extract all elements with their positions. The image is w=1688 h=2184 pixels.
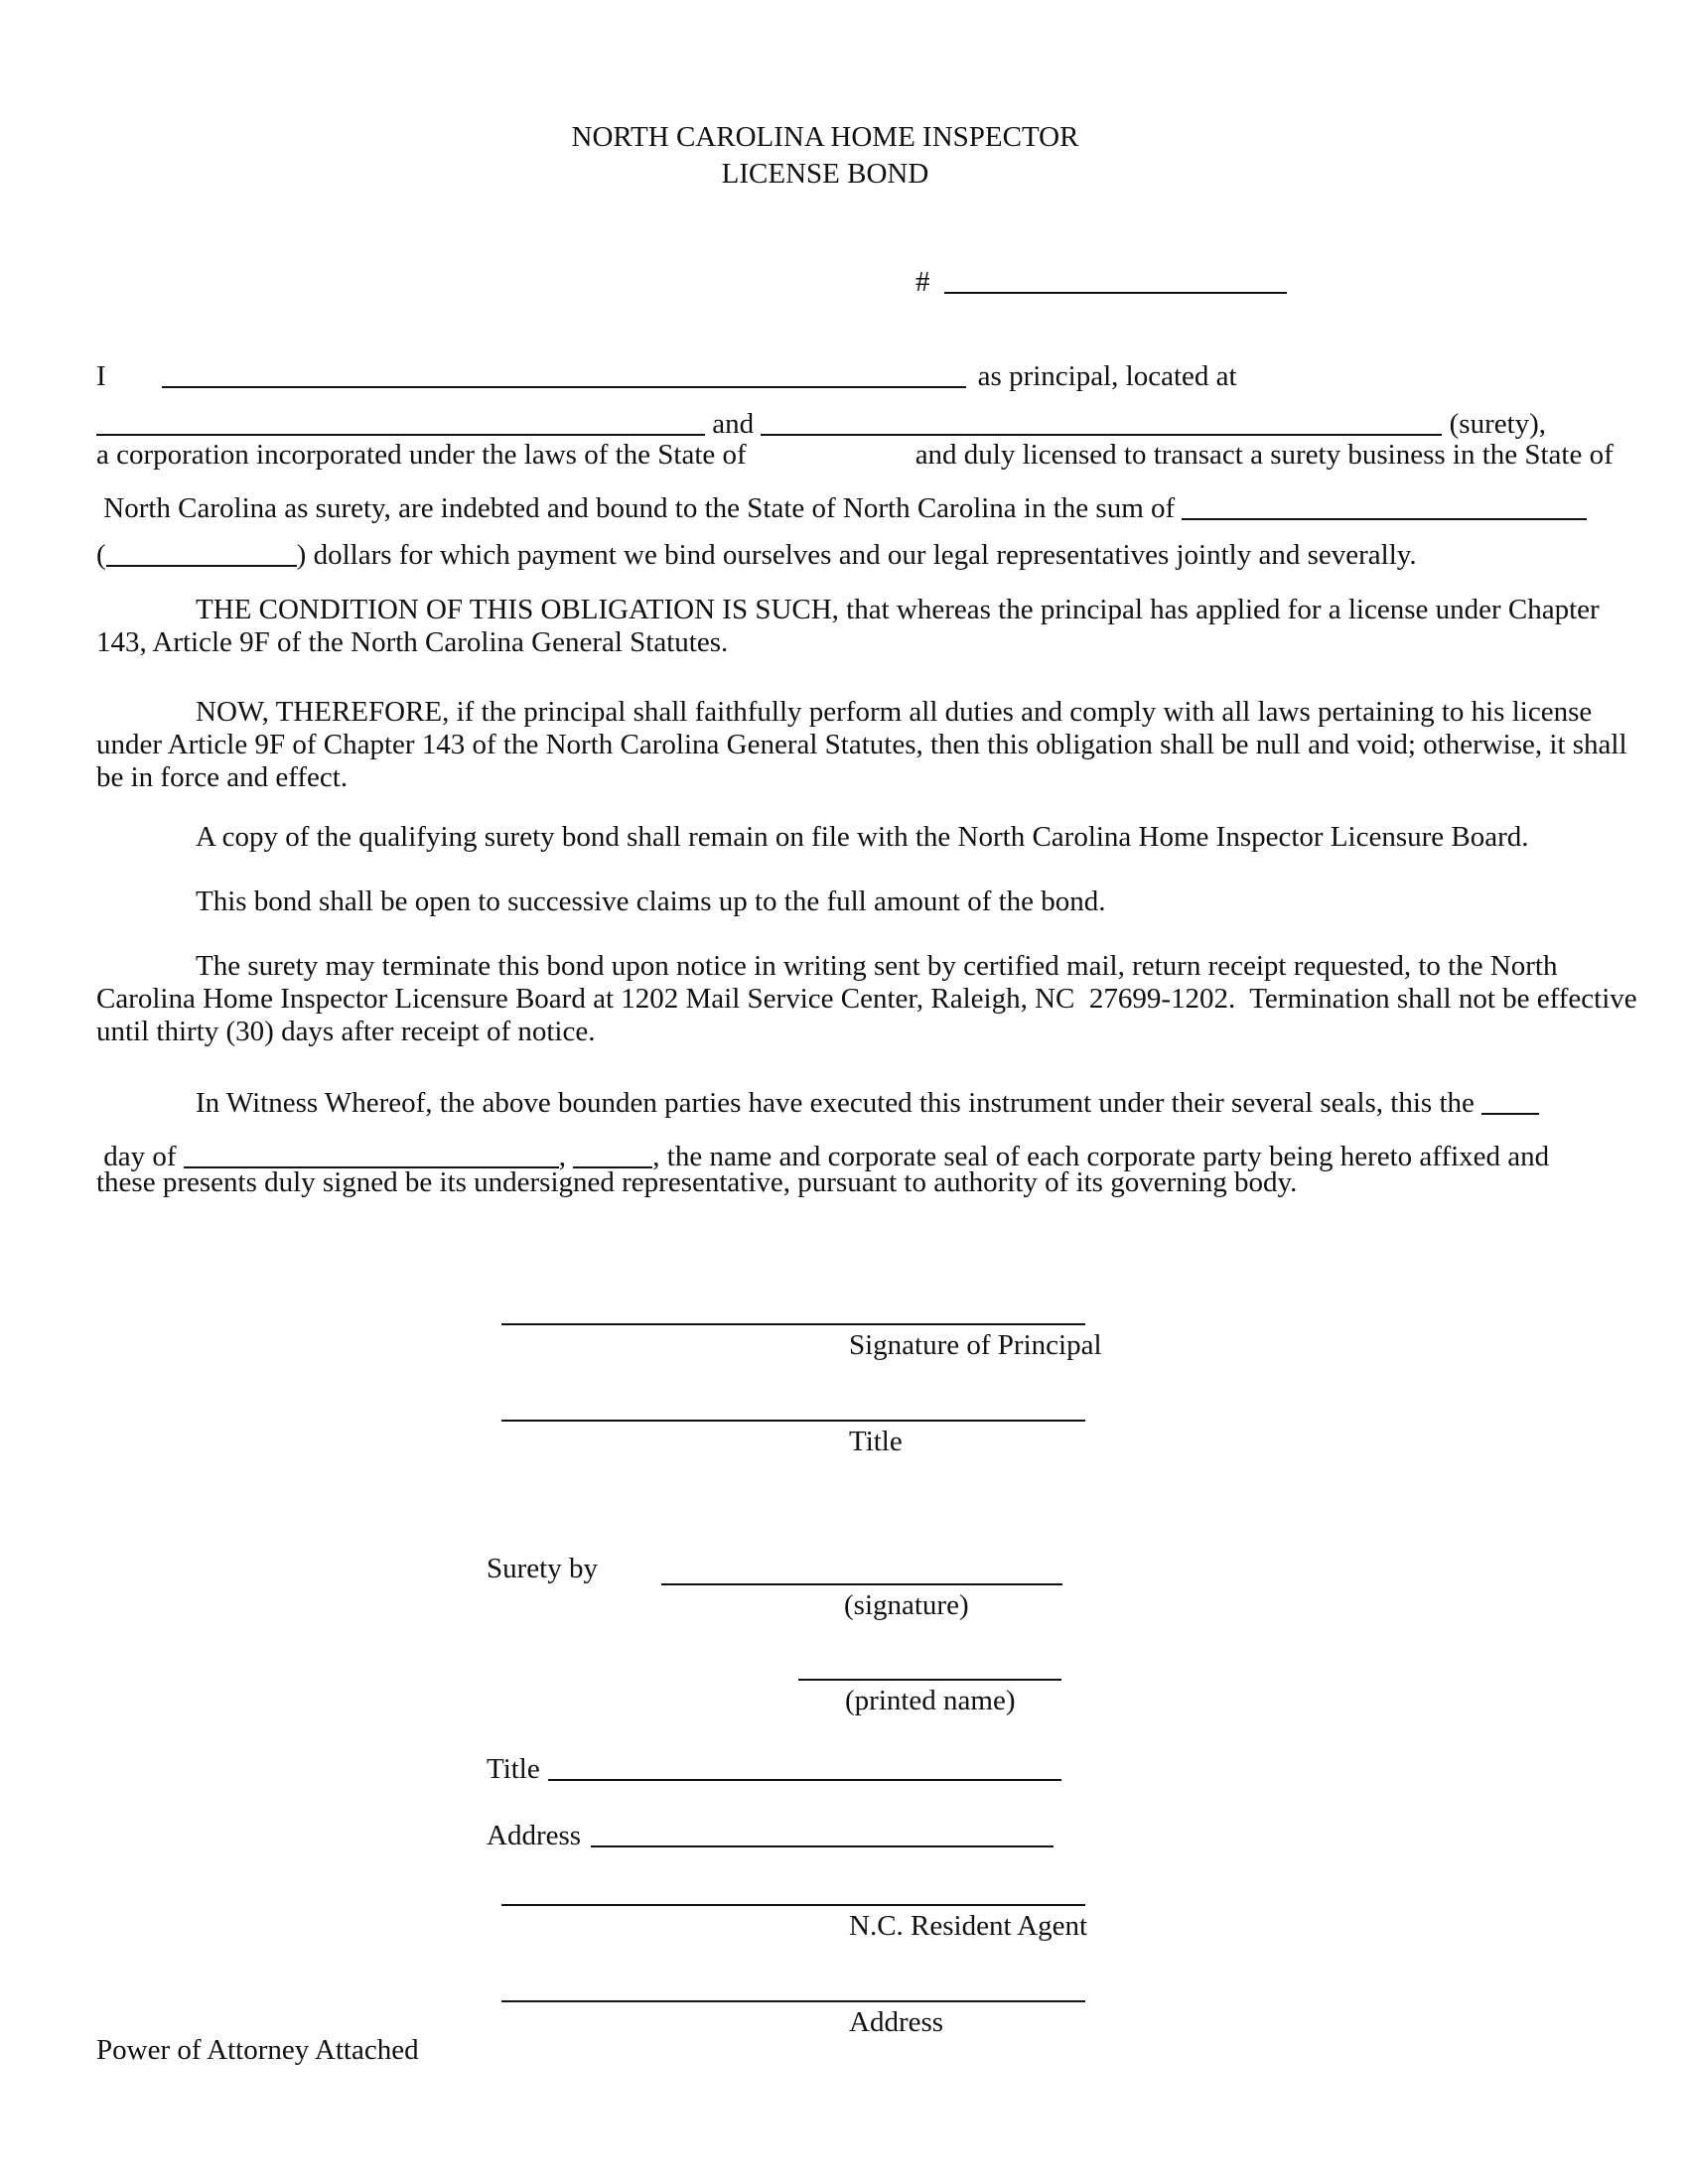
principal-signature-label: Signature of Principal xyxy=(849,1329,1102,1361)
surety-title-label: Title xyxy=(487,1753,540,1785)
surety-address-blank[interactable] xyxy=(591,1817,1054,1847)
opening-line-sum xyxy=(96,486,1587,525)
paragraph-line: 143, Article 9F of the North Carolina General Statutes. xyxy=(96,626,729,658)
text-run: North Carolina as surety, are indebted and bound to the State of North Carolina in the sum of xyxy=(96,492,1183,524)
nc-agent-address-label: Address xyxy=(849,2006,944,2038)
principal-signature-line[interactable] xyxy=(501,1323,1085,1325)
nc-resident-agent-line[interactable] xyxy=(501,1904,1085,1906)
blank-field[interactable] xyxy=(106,536,297,567)
nc-agent-address-line[interactable] xyxy=(501,2000,1085,2002)
blank-field[interactable] xyxy=(761,405,1442,436)
text-run: and duly licensed to transact a surety business in the State of xyxy=(914,439,1614,471)
text-run: In Witness Whereof, the above bounden parties have executed this instrument under their several seals, this the xyxy=(196,1087,1482,1119)
surety-printed-name-line[interactable] xyxy=(798,1679,1061,1681)
paragraph-line: A copy of the qualifying surety bond shall remain on file with the North Carolina Home Inspector Licensure Board. xyxy=(196,821,1529,853)
surety-signature-label: (signature) xyxy=(844,1589,969,1621)
text-run: (surety), xyxy=(1442,408,1547,440)
paragraph-line: THE CONDITION OF THIS OBLIGATION IS SUCH, that whereas the principal has applied for a license under Chapter xyxy=(196,594,1600,625)
surety-address-label: Address xyxy=(487,1820,582,1851)
blank-field[interactable] xyxy=(1182,489,1587,520)
blank-field[interactable] xyxy=(1481,1084,1539,1115)
surety-printed-name-label: (printed name) xyxy=(845,1685,1016,1716)
witness-line-1 xyxy=(96,1081,1539,1120)
text-run: and xyxy=(705,408,762,440)
text-run: I xyxy=(96,360,106,392)
opening-line-incorporation xyxy=(96,439,1614,472)
text-run: day of xyxy=(96,1141,184,1172)
surety-title-row xyxy=(487,1747,1061,1786)
document-title-line1: NORTH CAROLINA HOME INSPECTOR xyxy=(571,121,1079,153)
document-title-line2: LICENSE BOND xyxy=(721,158,929,190)
text-run: , xyxy=(558,1141,574,1172)
text-run: , the name and corporate seal of each corporate party being hereto affixed and xyxy=(652,1141,1550,1172)
successive-claims-paragraph xyxy=(96,886,1645,918)
text-run: # xyxy=(915,266,944,298)
surety-by-label: Surety by xyxy=(487,1553,598,1584)
opening-line-principal xyxy=(96,354,1237,393)
text-run: as principal, located at xyxy=(977,360,1237,392)
opening-line-dollars xyxy=(96,533,1417,572)
paragraph-line: Carolina Home Inspector Licensure Board at 1202 Mail Service Center, Raleigh, NC 27699-1202. Termination shall not be effective xyxy=(96,983,1637,1015)
condition-paragraph xyxy=(96,594,1645,659)
bond-number-line xyxy=(915,260,1287,299)
text-run: ) dollars for which payment we bind ourselves and our legal representatives jointly and severally. xyxy=(296,539,1417,571)
principal-title-line[interactable] xyxy=(501,1420,1085,1422)
principal-title-label: Title xyxy=(849,1426,903,1457)
blank-field[interactable] xyxy=(573,1138,652,1168)
opening-line-surety xyxy=(96,402,1546,441)
surety-signature-line[interactable] xyxy=(661,1583,1062,1585)
text-run: ( xyxy=(96,539,106,571)
nc-resident-agent-label: N.C. Resident Agent xyxy=(849,1910,1088,1942)
witness-line-3 xyxy=(96,1166,1297,1199)
paragraph-line: NOW, THEREFORE, if the principal shall faithfully perform all duties and comply with all laws pertaining to his license xyxy=(196,696,1593,728)
surety-title-blank[interactable] xyxy=(548,1750,1061,1781)
blank-field[interactable] xyxy=(162,357,966,388)
paragraph-line: be in force and effect. xyxy=(96,761,349,793)
paragraph-line: The surety may terminate this bond upon notice in writing sent by certified mail, return receipt requested, to the North xyxy=(196,950,1558,982)
copy-on-file-paragraph xyxy=(96,821,1645,854)
termination-paragraph xyxy=(96,950,1645,1048)
text-run: these presents duly signed be its undersigned representative, pursuant to authority of its governing body. xyxy=(96,1166,1298,1198)
paragraph-line: This bond shall be open to successive claims up to the full amount of the bond. xyxy=(196,886,1106,917)
now-therefore-paragraph xyxy=(96,696,1645,794)
surety-address-row xyxy=(487,1814,1054,1852)
blank-field[interactable] xyxy=(96,405,705,436)
blank-field[interactable] xyxy=(184,1138,559,1168)
paragraph-line: under Article 9F of Chapter 143 of the North Carolina General Statutes, then this obligation shall be null and void; otherwise, it shall xyxy=(96,729,1627,760)
text-run: a corporation incorporated under the laws of the State of xyxy=(96,439,747,471)
blank-field[interactable] xyxy=(944,263,1287,294)
power-of-attorney-note: Power of Attorney Attached xyxy=(96,2034,419,2066)
paragraph-line: until thirty (30) days after receipt of notice. xyxy=(96,1016,596,1047)
